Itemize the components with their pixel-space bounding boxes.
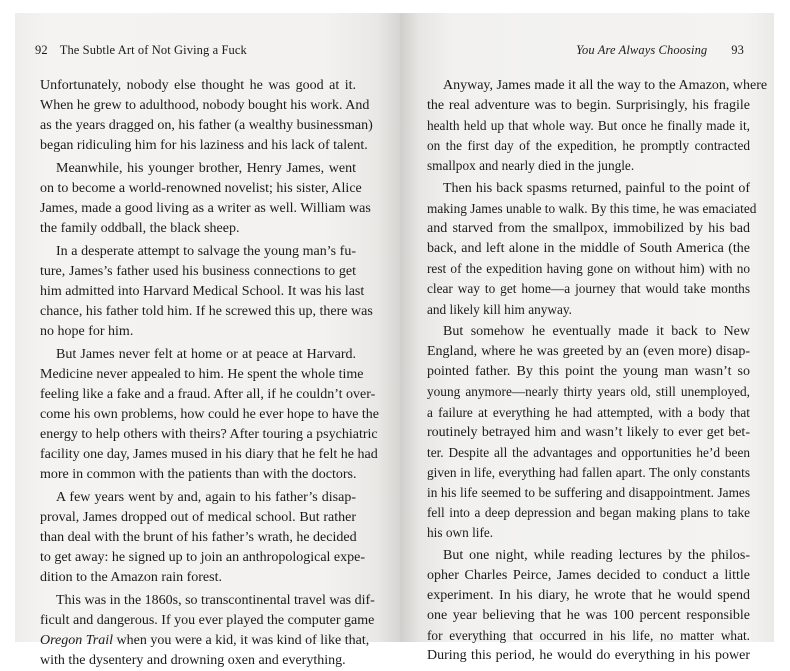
text-line: feeling like a fake and a fraud. After all, if he couldn’t over- xyxy=(40,386,376,402)
text-line: on to become a world-renowned novelist; his sister, Alice xyxy=(40,180,362,196)
text-line: Anyway, James made it all the way to the Amazon, where xyxy=(443,78,768,93)
paragraph xyxy=(40,488,366,588)
text-line: Unfortunately, nobody else thought he was good at it. xyxy=(40,78,356,93)
text-line: pointed father. By this point the young man wasn’t so xyxy=(427,364,750,380)
paragraph xyxy=(427,76,768,176)
paragraph xyxy=(40,76,373,156)
text-line: as the years dragged on, his father (a wealthy businessman) xyxy=(40,118,373,134)
left-body-text xyxy=(40,76,380,671)
paragraph xyxy=(427,546,750,667)
text-line: the real adventure was to begin. Surprisingly, his fragile xyxy=(427,98,750,114)
text-line: But somehow he eventually made it back to New xyxy=(443,324,750,340)
text-line: Then his back spasms returned, painful to the point of xyxy=(443,180,750,196)
text-line: In a desperate attempt to salvage the young man’s fu- xyxy=(56,243,356,259)
text-line: ficult and dangerous. If you ever played the computer game xyxy=(40,612,375,628)
text-line: the family oddball, the black sheep. xyxy=(40,221,240,237)
text-line: began ridiculing him for his laziness and his lack of talent. xyxy=(40,138,368,154)
paragraph xyxy=(40,159,371,239)
text-line: no hope for him. xyxy=(40,324,134,340)
text-line: ter. Despite all the advantages and opportunities he’d been xyxy=(427,444,750,460)
text-line: smallpox and nearly died in the jungle. xyxy=(427,158,635,174)
text-line: clear way to get home—a journey that would take months xyxy=(427,281,750,297)
text-line: James, made a good living as a writer as well. William was xyxy=(40,201,371,217)
text-line: chance, his father told him. If he screwed this up, there was xyxy=(40,304,373,320)
italic-title: Oregon Trail xyxy=(40,633,113,649)
text-line: ture, James’s father used his business connections to get xyxy=(40,263,356,279)
text-line: During this period, he would do everything in his power xyxy=(427,648,750,664)
text-line: Medicine never appealed to him. He spent the whole time xyxy=(40,366,364,382)
text-line: young anymore—nearly thirty years old, still unemployed, xyxy=(427,384,750,400)
text-line: back, and left alone in the middle of South America (the xyxy=(427,241,750,257)
text-line: come his own problems, how could he ever hope to have the xyxy=(40,407,380,422)
text-line: than deal with the brunt of his father’s wrath, he decided xyxy=(40,530,357,546)
right-page xyxy=(400,13,774,664)
text-line: and starved from the smallpox, immobilized by his bad xyxy=(427,221,750,237)
text-line: a failure at everything he had attempted, with a body that xyxy=(427,404,750,420)
text-line: in his life seemed to be suffering and disappointment. James xyxy=(427,484,750,500)
text-line: more in common with the patients than with the doctors. xyxy=(40,467,357,483)
text-line: health held up that whole way. But once he finally made it, xyxy=(427,118,750,134)
right-page-number: 93 xyxy=(731,43,744,57)
text-line: When he grew to adulthood, nobody bought his work. And xyxy=(40,98,370,114)
text-line: facility one day, James mused in his diary that he felt he had xyxy=(40,447,378,463)
text-line: experiment. In his diary, he wrote that he would spend xyxy=(427,587,750,603)
text-line: one year believing that he was 100 percent responsible xyxy=(427,607,750,623)
text-line-rest: when you were a kid, it was kind of like that, xyxy=(116,633,370,649)
text-line: energy to help others with theirs? After touring a psychiatric xyxy=(40,427,378,443)
text-line: England, where he was greeted by an (even more) disap- xyxy=(427,344,750,360)
text-line: But James never felt at home or at peace at Harvard. xyxy=(56,346,356,362)
text-line xyxy=(40,631,370,651)
text-line: and likely kill him anyway. xyxy=(427,301,573,317)
text-line: This was in the 1860s, so transcontinental travel was dif- xyxy=(56,592,375,608)
left-page xyxy=(15,13,400,669)
right-running-head: You Are Always Choosing xyxy=(576,43,708,57)
paragraph xyxy=(427,179,757,320)
text-line: But one night, while reading lectures by the philos- xyxy=(443,547,750,563)
paragraph xyxy=(40,242,373,342)
book-spread xyxy=(15,13,774,669)
text-line: rest of the expedition having gone on without him) with no xyxy=(427,261,750,277)
text-line: Meanwhile, his younger brother, Henry James, went xyxy=(56,160,356,176)
text-line: his own life. xyxy=(427,525,494,541)
text-line: fell into a deep depression and began making plans to take xyxy=(427,504,750,520)
text-line: dition to the Amazon rain forest. xyxy=(40,570,222,586)
text-line: opher Charles Peirce, James decided to conduct a little xyxy=(427,567,750,583)
paragraph xyxy=(40,345,380,486)
right-running-header xyxy=(576,43,744,58)
text-line: proval, James dropped out of medical school. But rather xyxy=(40,509,356,525)
paragraph xyxy=(427,322,750,543)
text-line: him admitted into Harvard Medical School. It was his last xyxy=(40,283,365,299)
left-running-header xyxy=(35,43,247,58)
text-line: on the first day of the expedition, he promptly contracted xyxy=(427,138,750,154)
left-running-head: The Subtle Art of Not Giving a Fuck xyxy=(59,43,247,57)
paragraph xyxy=(40,591,375,671)
text-line: routinely betrayed him and wasn’t likely to ever get bet- xyxy=(427,424,750,440)
right-body-text xyxy=(427,76,768,666)
text-line: with the dysentery and drowning oxen and everything. xyxy=(40,653,346,669)
left-page-number: 92 xyxy=(35,43,48,57)
text-line: making James unable to walk. By this time, he was emaciated xyxy=(427,201,757,217)
text-line: A few years went by and, again to his father’s disap- xyxy=(56,489,356,505)
text-line: to get away: he signed up to join an anthropological expe- xyxy=(40,550,366,566)
text-line: given in life, everything had fallen apart. The only constants xyxy=(427,464,750,480)
text-line: for everything that occurred in his life, no matter what. xyxy=(427,628,750,644)
